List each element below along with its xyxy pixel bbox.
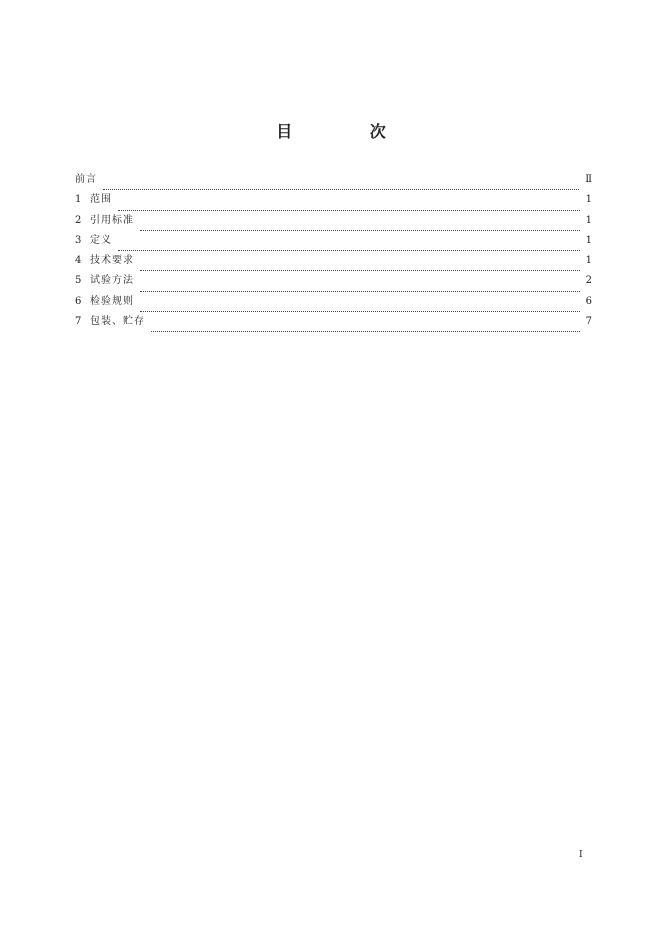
toc-dot-leader bbox=[103, 189, 579, 190]
toc-entry-number: 7 bbox=[75, 316, 82, 328]
toc-entry-page: Ⅱ bbox=[585, 174, 592, 185]
toc-entry-number: 5 bbox=[75, 275, 82, 287]
toc-dot-leader bbox=[151, 331, 580, 332]
toc-entry-test-methods[interactable] bbox=[75, 274, 592, 294]
toc-entry-title: 技术要求 bbox=[90, 255, 134, 267]
toc-entry-page: 2 bbox=[585, 275, 592, 287]
toc-entry-scope[interactable] bbox=[75, 193, 592, 213]
toc-entry-definitions[interactable] bbox=[75, 234, 592, 254]
toc-entry-technical-requirements[interactable] bbox=[75, 254, 592, 274]
toc-entry-title: 检验规则 bbox=[90, 295, 134, 307]
toc-entry-title: 引用标准 bbox=[90, 214, 134, 226]
toc-entry-number: 3 bbox=[75, 234, 82, 246]
toc-entry-page: 1 bbox=[585, 194, 592, 206]
toc-entry-packaging-storage[interactable] bbox=[75, 315, 592, 335]
toc-dot-leader bbox=[140, 291, 580, 292]
page-title: 目 次 bbox=[276, 122, 422, 141]
toc-entry-inspection-rules[interactable] bbox=[75, 295, 592, 315]
toc-dot-leader bbox=[118, 250, 580, 251]
toc-entry-foreword[interactable] bbox=[75, 173, 592, 193]
toc-entry-page: 1 bbox=[585, 234, 592, 246]
toc-dot-leader bbox=[140, 230, 580, 231]
toc-entry-number: 6 bbox=[75, 295, 82, 307]
toc-entry-title: 试验方法 bbox=[90, 275, 134, 287]
toc-dot-leader bbox=[140, 270, 580, 271]
toc-entry-title: 定义 bbox=[90, 234, 112, 246]
toc-dot-leader bbox=[140, 311, 580, 312]
toc-entry-number: 1 bbox=[75, 194, 82, 206]
toc-entry-title: 前言 bbox=[75, 174, 97, 185]
page-number: I bbox=[579, 850, 583, 860]
toc-entry-number: 2 bbox=[75, 214, 82, 226]
toc-dot-leader bbox=[118, 210, 580, 211]
toc-entry-page: 1 bbox=[585, 214, 592, 226]
toc-entry-page: 1 bbox=[585, 255, 592, 267]
toc-entry-page: 6 bbox=[585, 295, 592, 307]
toc-entry-page: 7 bbox=[585, 316, 592, 328]
table-of-contents bbox=[75, 173, 592, 335]
toc-entry-normative-references[interactable] bbox=[75, 214, 592, 234]
toc-entry-number: 4 bbox=[75, 255, 82, 267]
toc-entry-title: 范围 bbox=[90, 194, 112, 206]
toc-entry-title: 包装、贮存 bbox=[90, 316, 145, 328]
